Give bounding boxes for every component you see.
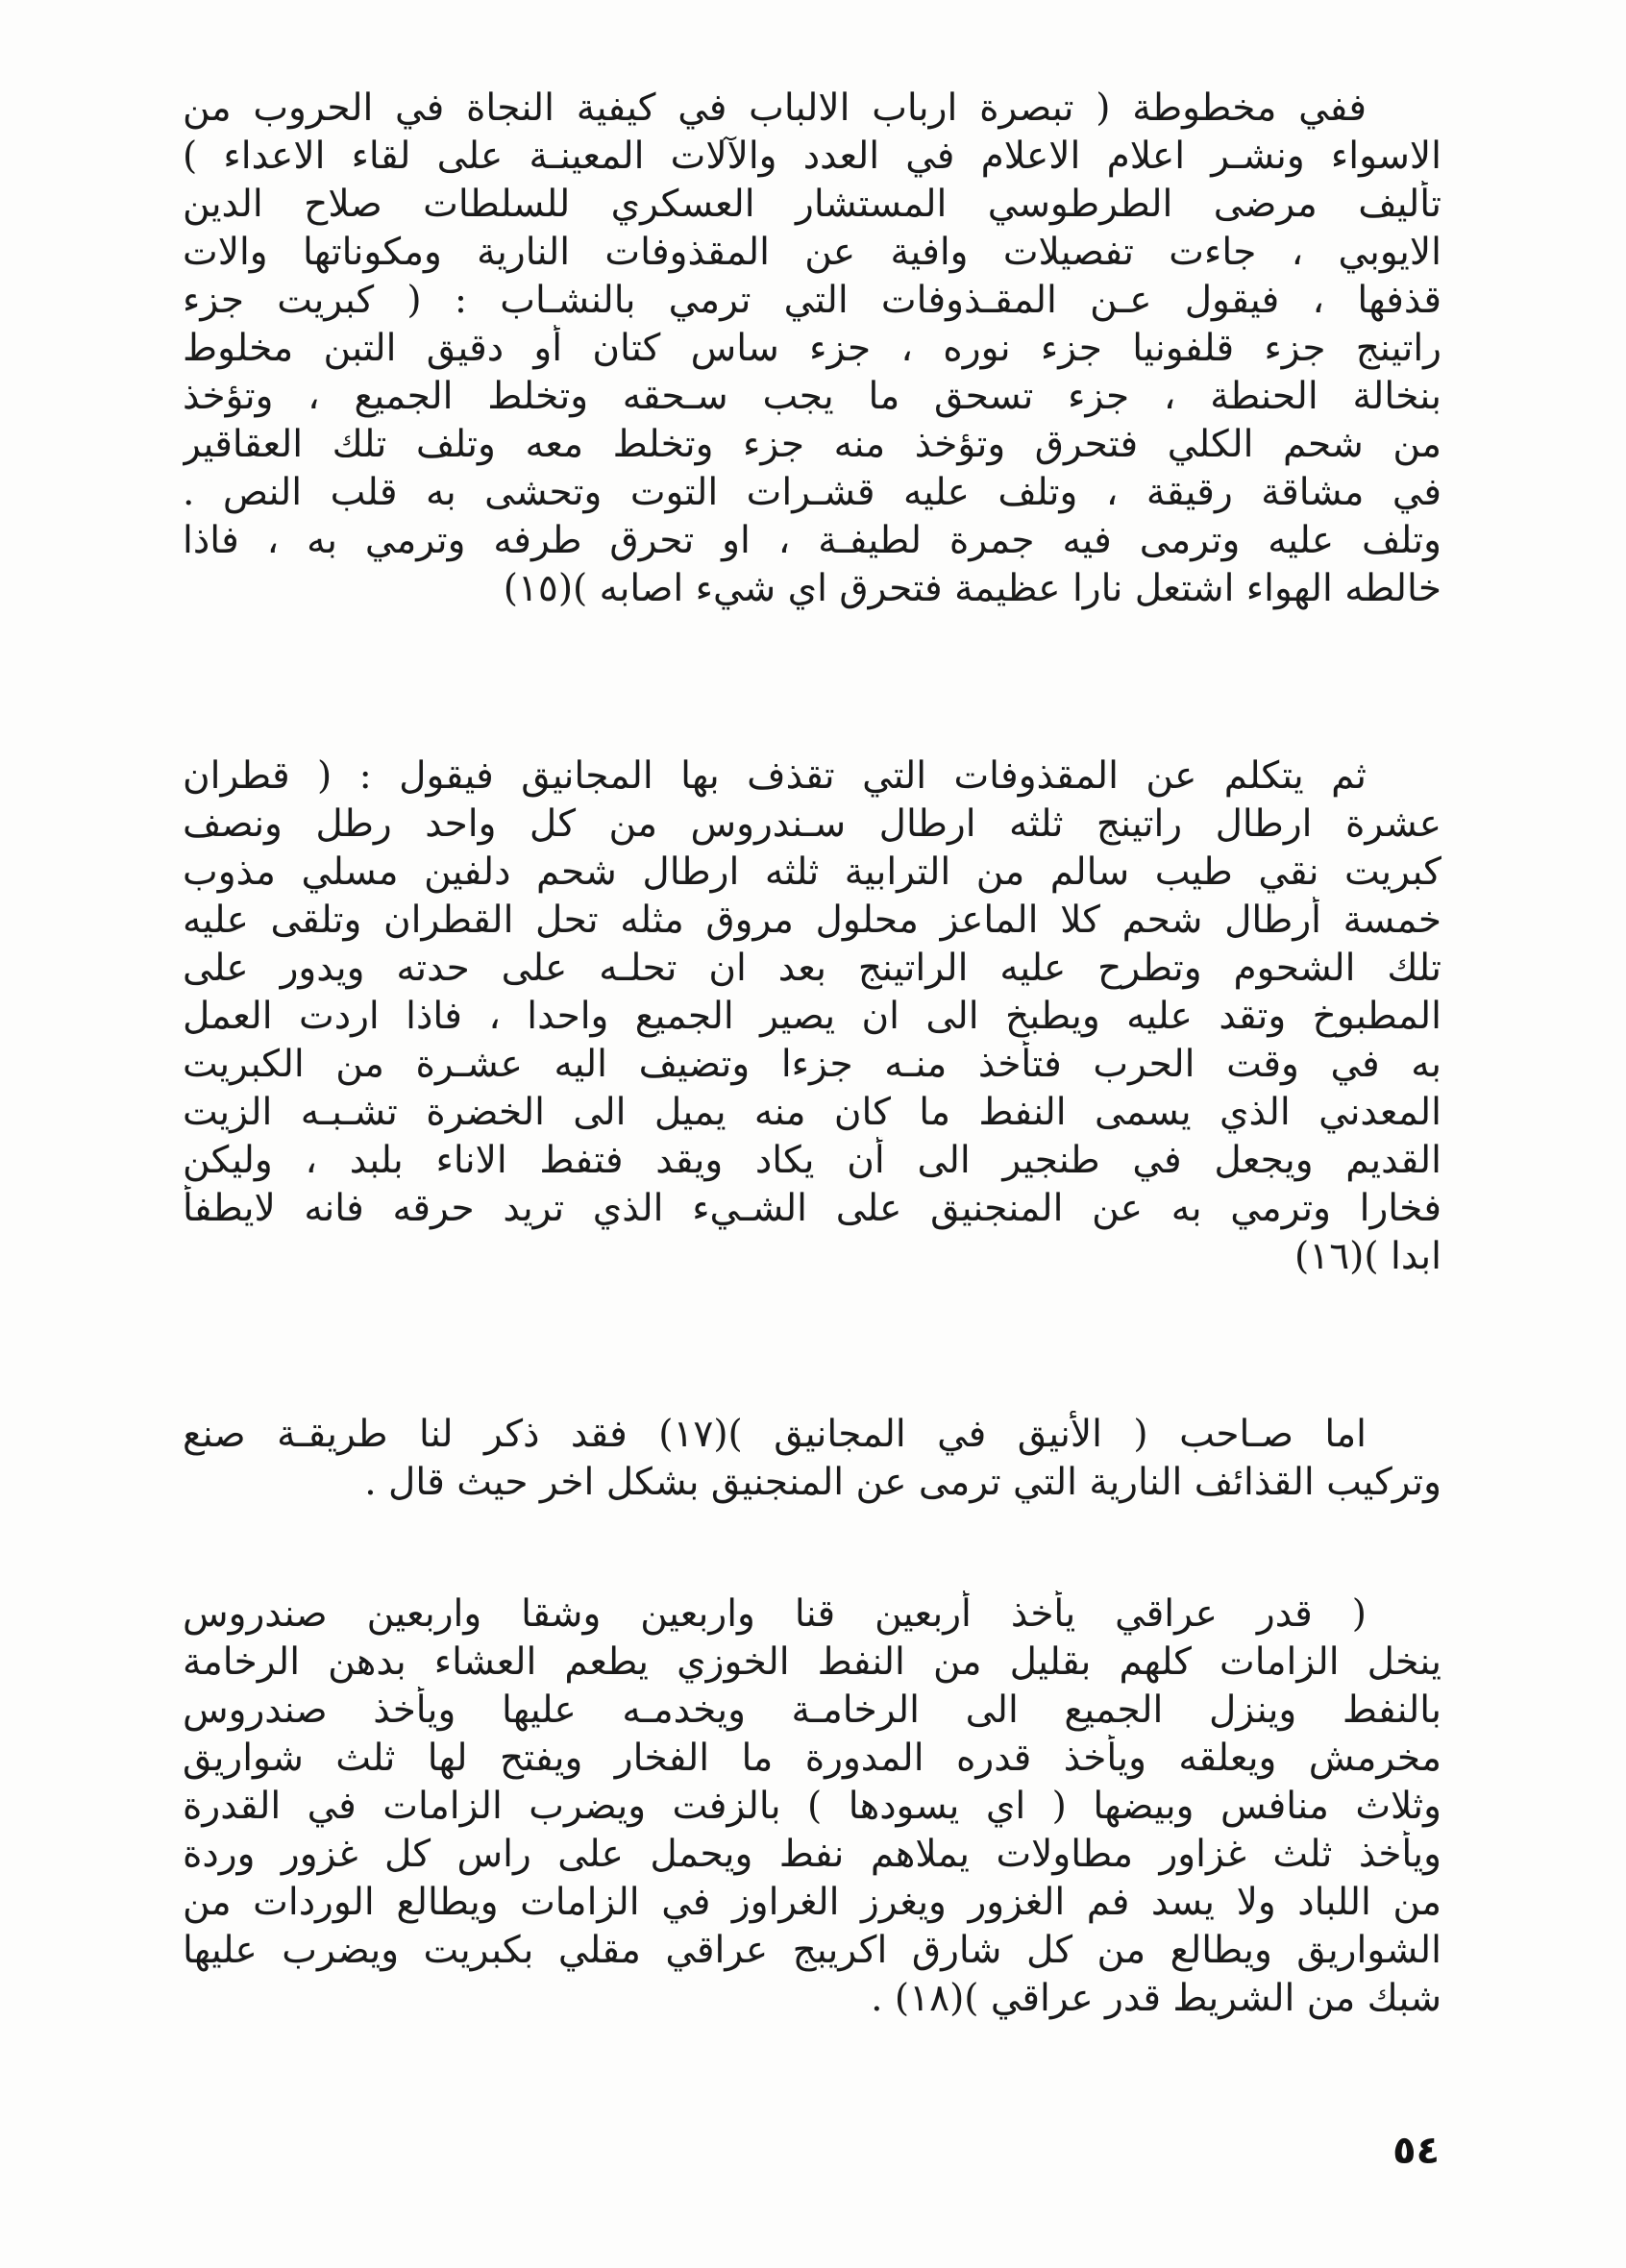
text-line: شبك من الشريط قدر عراقي )(١٨) . <box>871 1977 1441 2020</box>
text-line: خمسة أرطال شحم كلا الماعز محلول مروق مثله تحل القطران وتلقى عليه <box>183 899 1441 942</box>
text-line: المطبوخ وتقد عليه ويطبخ الى ان يصير الجميع واحدا ، فاذا اردت العمل <box>183 995 1441 1038</box>
text-line: من شحم الكلي فتحرق وتؤخذ منه جزء وتخلط معه وتلف تلك العقاقير <box>183 423 1441 466</box>
text-line: كبريت نقي طيب سالم من الترابية ثلثه ارطال شحم دلفين مسلي مذوب <box>183 850 1441 894</box>
text-line: ينخل الزامات كلهم بقليل من النفط الخوزي يطعم العشاء بدهن الرخامة <box>183 1640 1441 1684</box>
paragraph-manuscript-tabsira <box>183 85 1441 613</box>
text-line: تلك الشحوم وتطرح عليه الراتينج بعد ان تحلـه على حدته ويدور على <box>183 947 1441 990</box>
text-line: به في وقت الحرب فتأخذ منـه جزءا وتضيف اليه عشـرة من الكبريت <box>183 1043 1441 1086</box>
text-line: ابدا )(١٦) <box>1294 1235 1441 1278</box>
text-line: من اللباد ولا يسد فم الغزور ويغرز الغراوز في الزامات ويطالع الوردات من <box>183 1881 1441 1924</box>
text-line: راتينج جزء قلفونيا جزء نوره ، جزء ساس كتان أو دقيق التبن مخلوط <box>183 327 1441 370</box>
text-line: مخرمش ويعلقه ويأخذ قدره المدورة ما الفخار ويفتح لها ثلث شواريق <box>183 1737 1441 1780</box>
text-line: القديم ويجعل في طنجير الى أن يكاد ويقد فتفط الاناء بلبد ، وليكن <box>183 1139 1441 1182</box>
text-line: ثم يتكلم عن المقذوفات التي تقذف بها المجانيق فيقول : ( قطران <box>183 754 1367 798</box>
text-line: بنخالة الحنطة ، جزء تسحق ما يجب سـحقه وتخلط الجميع ، وتؤخذ <box>183 375 1441 418</box>
text-line: وثلاث منافس وبيضها ( اي يسودها ) بالزفت ويضرب الزامات في القدرة <box>183 1785 1441 1828</box>
text-line: فخارا وترمي به عن المنجنيق على الشـيء الذي تريد حرقه فانه لايطفأ <box>183 1187 1441 1230</box>
text-line: الاسواء ونشـر اعلام الاعلام في العدد والآلات المعينـة على لقاء الاعداء ) <box>183 135 1441 178</box>
paragraph-aniq-al-majaniq <box>183 1411 1441 1507</box>
text-line: وتركيب القذائف النارية التي ترمى عن المنجنيق بشكل اخر حيث قال . <box>364 1461 1441 1504</box>
text-line: الشواريق ويطالع من كل شارق اكريبج عراقي مقلي بكبريت ويضرب عليها <box>183 1929 1441 1972</box>
text-line: ( قدر عراقي يأخذ أربعين قنا واربعين وشقا واربعين صندروس <box>183 1592 1367 1636</box>
paragraph-catapult-projectiles <box>183 752 1441 1281</box>
text-line: في مشاقة رقيقة ، وتلف عليه قشـرات التوت وتحشى به قلب النص . <box>183 471 1441 514</box>
text-line: تأليف مرضى الطرطوسي المستشار العسكري للسلطات صلاح الدين <box>183 183 1441 226</box>
text-line: الايوبي ، جاءت تفصيلات وافية عن المقذوفات النارية ومكوناتها والات <box>183 231 1441 274</box>
text-line: ويأخذ ثلث غزاور مطاولات يملاهم نفط ويحمل على راس كل غزور وردة <box>183 1833 1441 1876</box>
text-line: المعدني الذي يسمى النفط ما كان منه يميل الى الخضرة تشـبـه الزيت <box>183 1091 1441 1134</box>
text-line: خالطه الهواء اشتعل نارا عظيمة فتحرق اي شيء اصابه )(١٥) <box>503 567 1441 610</box>
text-line: وتلف عليه وترمى فيه جمرة لطيفـة ، او تحرق طرفه وترمي به ، فاذا <box>183 519 1441 562</box>
page-number: ٥٤ <box>1392 2129 1440 2173</box>
text-line: عشرة ارطال راتينج ثلثه ارطال سـندروس من كل واحد رطل ونصف <box>183 802 1441 846</box>
paragraph-iraqi-pot-recipe <box>183 1590 1441 2023</box>
text-line: قذفها ، فيقول عـن المقـذوفات التي ترمي بالنشـاب : ( كبريت جزء <box>183 279 1441 322</box>
text-line: اما صـاحب ( الأنيق في المجانيق )(١٧) فقد ذكر لنا طريقـة صنع <box>183 1413 1367 1456</box>
text-line: بالنفط وينزل الجميع الى الرخامـة ويخدمـه عليها ويأخذ صندروس <box>183 1689 1441 1732</box>
text-line: ففي مخطوطة ( تبصرة ارباب الالباب في كيفية النجاة في الحروب من <box>183 86 1367 130</box>
